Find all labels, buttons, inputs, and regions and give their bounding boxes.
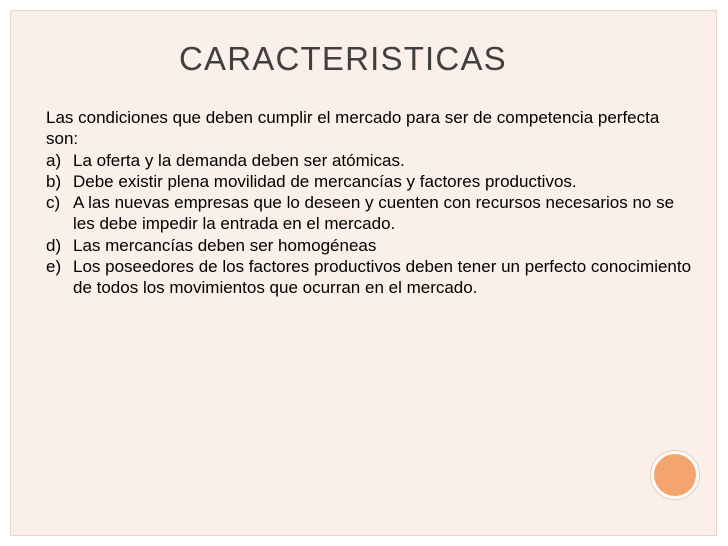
- list-item-marker: b): [46, 171, 62, 191]
- list-item-text: Las mercancías deben ser homogéneas: [73, 235, 377, 255]
- list-item-marker: d): [46, 235, 62, 255]
- list-item-text: Los poseedores de los factores productivos deben tener un perfecto conocimiento de todos los movimientos que ocurran en el mercado.: [73, 257, 692, 298]
- intro-paragraph: Las condiciones que deben cumplir el mercado para ser de competencia perfecta son:: [46, 108, 660, 149]
- slide-title: CARACTERISTICAS: [179, 40, 507, 77]
- list-item: [46, 150, 696, 171]
- list-item-marker: e): [46, 257, 62, 277]
- list-item-text: A las nuevas empresas que lo deseen y cuenten con recursos necesarios no se les debe impedir la entrada en el mercado.: [73, 193, 675, 234]
- list-item: [46, 235, 696, 256]
- list-item-marker: a): [46, 150, 62, 170]
- list-item-text: Debe existir plena movilidad de mercancías y factores productivos.: [73, 171, 577, 191]
- list-item: [46, 192, 696, 235]
- list-item: [46, 171, 696, 192]
- accent-circle-decoration: [651, 451, 699, 499]
- conditions-list: [46, 150, 696, 299]
- slide-body: [46, 107, 696, 299]
- list-item: [46, 256, 696, 299]
- list-item-marker: c): [46, 193, 61, 213]
- list-item-text: La oferta y la demanda deben ser atómicas.: [73, 150, 405, 170]
